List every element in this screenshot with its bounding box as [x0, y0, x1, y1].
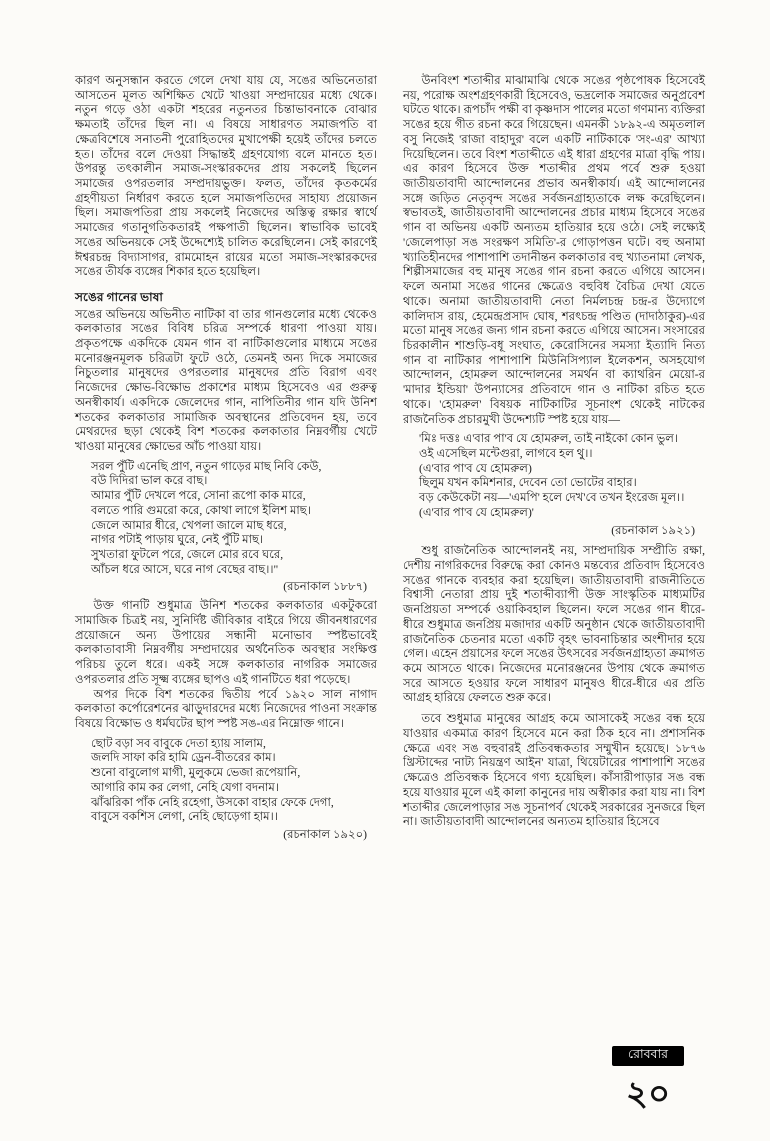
verse-line: জেলে আমার ধীরে, খেপলা জালে মাছ ধরে,: [91, 518, 287, 532]
left-column: [75, 74, 377, 847]
composition-date: (রচনাকাল ১৯২১): [611, 523, 695, 537]
verse-line: আগারি কাম কর লেগা, নেহি যেগা বদনাম।: [91, 780, 279, 794]
verse-line: বড় কেউকেটা নয়—'এমপি' হলে দেখ'বে তখন ইংরেজ মূল।।: [419, 491, 685, 505]
magazine-name: রোববার: [628, 1047, 668, 1061]
verse-line: সরল পুঁটি এনেছি প্রাণ, নতুন গাড়ের মাছ নিবি কেউ,: [91, 459, 322, 473]
verse-line: নাগর পটাই পাড়ায় ঘুরে, নেই পুঁটি মাছ।: [91, 533, 264, 547]
verse-line: আমার পুঁটি দেখলে পরে, সোনা রূপো কাক মারে,: [91, 489, 306, 503]
verse-line: ছোট বড়া সব বাবুকে দেতা হ্যায় সালাম,: [91, 736, 266, 750]
paragraph: কারণ অনুসন্ধান করতে গেলে দেখা যায় যে, সঙের অভিনেতারা আসতেন মূলত অশিক্ষিত খেটে খাওয়া সম্প্রদায়ের মধ্যে থেকে। নতুন গড়ে ওঠা একটা শহরের নতুনতর চিন্তাভাবনাকে বোঝার ক্ষমতাই তাঁদের ছিল না। এ বিষয়ে সাধারণত সমাজপতি বা ক্ষেত্রবিশেষে সনাতনী পুরোহিতদের মুখাপেক্ষী হয়েই তাঁদের চলতে হত। তাঁদের বলে দেওয়া সিদ্ধান্তই গ্রহণযোগ্য বলে মানতে হত। উপরন্তু তৎকালীন সমাজ-সংস্কারকদের প্রায় সকলেই ছিলেন সমাজের ওপরতলার সম্প্রদায়ভুক্ত। ফলত, তাঁদের কৃতকর্মের গ্রহণীয়তা নির্ধারণ করতে হলে সমাজপতিদের সাহায্য প্রয়োজন ছিল। সমাজপতিরা প্রায় সকলেই নিজেদের অস্তিত্ব রক্ষার স্বার্থে সমাজের গতানুগতিকতারই পক্ষপাতী ছিলেন। স্বাভাবিক ভাবেই সঙের অভিনয়কে সেই উদ্দেশ্যেই চালিত করেছিলেন। সেই কারণেই ঈশ্বরচন্দ্র বিদ্যাসাগর, রামমোহন রায়ের মতো সমাজ-সংস্কারকদের সঙের তীর্যক ব্যঙ্গের শিকার হতে হয়েছিল।: [75, 74, 377, 279]
verse-line: (এ'বার পা'ব যে হোমরুল)': [419, 505, 534, 519]
verse-line: শুনো বাবুলোগ মাগী, মুলুকমে ভেজা রূপেয়ানি,: [91, 766, 301, 780]
paragraph: অপর দিকে বিশ শতকের দ্বিতীয় পর্বে ১৯২০ সাল নাগাদ কলকাতা কর্পোরেশনের ঝাড়ুদারদের মধ্যে নিজেদের পাওনা সংক্রান্ত বিষয়ে বিক্ষোভ ও ধর্মঘটের ছাপ স্পষ্ট সঙ-এর নিম্নোক্ত গানে।: [75, 687, 377, 730]
song-verse: [419, 432, 705, 520]
song-verse: [91, 737, 377, 825]
verse-line: (এ'বার পা'ব যে হোমরুল): [419, 461, 532, 475]
verse-line: বউ দিদিরা ভাল করে বাছ।: [91, 474, 208, 488]
paragraph: তবে শুধুমাত্র মানুষের আগ্রহ কমে আসাকেই সঙের বন্ধ হয়ে যাওয়ার একমাত্র কারণ হিসেবে মনে করা ঠিক হবে না। প্রশাসনিক ক্ষেত্রে এবং সঙ বহুবারই প্রতিবন্ধকতার সম্মুখীন হয়েছে। ১৮৭৬ খ্রিস্টাব্দের 'নাট্য নিয়ন্ত্রণ আইন' যাত্রা, থিয়েটারের পাশাপাশি সঙের ক্ষেত্রেও প্রতিবন্ধক হিসেবে গণ্য হয়েছিল। কাঁসারীপাড়ার সঙ বন্ধ হয়ে যাওয়ার মূলে এই কালা কানুনের দায় অস্বীকার করা যায় না। বিশ শতাব্দীর জেলেপাড়ার সঙ সূচনাপর্ব থেকেই সরকারের সুনজরে ছিল না। জাতীয়তাবাদী আন্দোলনের অন্যতম হাতিয়ার হিসেবে: [403, 712, 705, 829]
magazine-name-badge: [612, 1046, 684, 1066]
verse-line: ছিলুম যখন কমিশনার, দেবেন তো ভোটের বাহার।: [419, 476, 637, 490]
verse-line: বাবুসে বকশিস লেগা, নেহি ছোড়েগা হাম।।: [91, 810, 278, 824]
article-body: [75, 74, 705, 847]
section-heading: সঙের গানের ভাষা: [75, 290, 163, 305]
paragraph: শুধু রাজনৈতিক আন্দোলনই নয়, সাম্প্রদায়িক সম্প্রীতি রক্ষা, দেশীয় নাগরিকদের বিরুদ্ধে করা কোনও মন্তব্যের প্রতিবাদ হিসেবেও সঙের গানকে ব্যবহার করা হয়েছিল। জাতীয়তাবাদী রাজনীতিতে বিশ্বাসী নেতারা প্রায় দুই শতাব্দীব্যাপী উক্ত সাংস্কৃতিক মাধ্যমটির জনপ্রিয়তা সম্পর্কে ওয়াকিবহাল ছিলেন। ফলে সঙের গান ধীরে-ধীরে শুধুমাত্র জনপ্রিয় মজাদার একটি অনুষ্ঠান থেকে জাতীয়তাবাদী রাজনৈতিক চেতনার মতো একটি বৃহৎ ভাবনাচিন্তার অংশীদার হয়ে গেল। এহেন প্রয়াসের ফলে সঙের উৎসবের সর্বজনগ্রাহ্যতা ক্রমাগত কমে আসতে থাকে। নিজেদের মনোরঞ্জনের উপায় থেকে ক্রমাগত সরে আসতে হওয়ার ফলে সাধারণ মানুষও ধীরে-ধীরে এর প্রতি আগ্রহ হারিয়ে ফেলতে শুরু করে।: [403, 544, 705, 705]
verse-line: আঁচল ধরে আসে, ঘরে নাগ বেছের বাছ।।": [91, 562, 279, 576]
page-number: ২০: [625, 1076, 671, 1113]
paragraph: উক্ত গানটি শুধুমাত্র উনিশ শতকের কলকাতার একটুকরো সামাজিক চিত্রই নয়, সুনির্দিষ্ট জীবিকার বাইরে গিয়ে জীবনধারণের প্রয়োজনে অন্য উপায়ের সন্ধানী মনোভাব স্পষ্টভাবেই কলকাতাবাসী নিম্নবর্গীয় সম্প্রদায়ের অর্থনৈতিক অবস্থার সংক্ষিপ্ত পরিচয় তুলে ধরে। একই সঙ্গে কলকাতার নাগরিক সমাজের ওপরতলার প্রতি সূক্ষ্ম ব্যঙ্গের ছাপও এই গানটিতে ধরা পড়েছে।: [75, 599, 377, 686]
composition-date: (রচনাকাল ১৮৮৭): [283, 580, 367, 594]
verse-line: বলতে পারি গুমরো করে, কোথা লাগে ইলিশ মাছ।: [91, 503, 311, 517]
verse-line: ঝাঁঝরিকা পাঁক নেহি রহেগা, উসকো বাহার ফেকে দেগা,: [91, 795, 334, 809]
verse-line: 'মিঃ দত্তঃ এ'বার পা'ব যে হোমরুল, তাই নাইকো কোন ভুল।: [419, 432, 679, 446]
verse-line: ওই এসেছিল মন্টেগুরা, লাগবে হল থু।।: [419, 446, 593, 460]
right-column: [403, 74, 705, 847]
paragraph: উনবিংশ শতাব্দীর মাঝামাঝি থেকে সঙের পৃষ্ঠপোষক হিসেবেই নয়, পরোক্ষ অংশগ্রহণকারী হিসেবেও, ভদ্রলোক সমাজের অনুপ্রবেশ ঘটতে থাকে। রূপচাঁদ পক্ষী বা কৃষ্ণদাস পালের মতো গণমান্য ব্যক্তিরা সঙের হয়ে গীত রচনা করে গিয়েছেন। এমনকী ১৮৯২-এ অমৃতলাল বসু নিজেই 'রাজা বাহাদুর' বলে একটি নাটিকাকে 'সং-এর' আখ্যা দিয়েছিলেন। তবে বিংশ শতাব্দীতে এই ধারা গ্রহণের মাত্রা বৃদ্ধি পায়। এর কারণ হিসেবে উক্ত শতাব্দীর প্রথম পর্বে শুরু হওয়া জাতীয়তাবাদী আন্দোলনের প্রভাব অনস্বীকার্য। এই আন্দোলনের সঙ্গে জড়িত নেতৃবৃন্দ সঙের সর্বজনগ্রাহ্যতাকে লক্ষ করেছিলেন। স্বভাবতই, জাতীয়তাবাদী আন্দোলনের প্রচার মাধ্যম হিসেবে সঙের গান বা অভিনয় একটি অন্যতম হাতিয়ার হয়ে ওঠে। সেই লক্ষ্যেই 'জেলেপাড়া সঙ সংরক্ষণ সমিতি'-র গোড়াপত্তন ঘটে। বহু অনামা খ্যাতিহীনদের পাশাপাশি তদানীন্তন কলকাতার বহু খ্যাতনামা লেখক, শিল্পীসমাজের বহু মানুষ সঙের গান রচনা করতে এগিয়ে আসেন। ফলে অনামা সঙের গানের ক্ষেত্রেও বহুবিধ বৈচিত্র দেখা যেতে থাকে। অনামা জাতীয়তাবাদী নেতা নির্মলচন্দ্র চন্দ্র-র উদ্যোগে কালিদাস রায়, হেমেন্দ্রপ্রসাদ ঘোষ, শরৎচন্দ্র পণ্ডিত (দাদাঠাকুর)-এর মতো মানুষ সঙের জন্য গান রচনা করতে এগিয়ে আসেন। সংসারের চিরকালীন শাশুড়ি-বধূ সংঘাত, কেরোসিনের সমস্যা ইত্যাদি নিত্য গান বা নাটিকার পাশাপাশি মিউনিসিপ্যাল ইলেকশন, অসহযোগ আন্দোলন, হোমরুল আন্দোলনের সমর্থন বা ক্যাথরিন মেয়ো-র 'মাদার ইন্ডিয়া' উপন্যাসের প্রতিবাদে গান ও নাটিকা রচিত হতে থাকে। 'হোমরুল' বিষয়ক নাটিকাটির সূচনাংশ থেকেই নাটকের রাজনৈতিক প্রচারমুখী উদ্দেশ্যটি স্পষ্ট হয়ে যায়—: [403, 74, 705, 426]
composition-date: (রচনাকাল ১৯২০): [283, 827, 367, 841]
song-verse: [91, 460, 377, 578]
paragraph: সঙের অভিনয়ে অভিনীত নাটিকা বা তার গানগুলোর মধ্যে থেকেও কলকাতার সঙের বিবিধ চরিত্র সম্পর্কে ধারণা পাওয়া যায়। প্রকৃতপক্ষে একদিকে যেমন গান বা নাটিকাগুলোর মাধ্যমে সঙের মনোরঞ্জনমূলক চরিত্রটা ফুটে ওঠে, তেমনই অন্য দিকে সমাজের নিচুতলার মানুষদের ওপরতলার মানুষদের প্রতি বিরাগ এবং নিজেদের ক্ষোভ-বিক্ষোভ প্রকাশের মাধ্যম হিসেবেও এর গুরুত্ব অনস্বীকার্য। একদিকে জেলেদের গান, নাপিতিনীর গান যদি উনিশ শতকের কলকাতার সামাজিক অবস্থানের প্রতিবেদন হয়, তবে মেথরদের ছড়া থেকেই বিশ শতকের কলকাতার নিম্নবর্গীয় খেটে খাওয়া মানুষের ক্ষোভের আঁচ পাওয়া যায়।: [75, 307, 377, 454]
verse-line: জলদি সাফা করি হামি ড্রেন-বীতরের কাম।: [91, 751, 276, 765]
verse-line: সুখতারা ফুটলে পরে, জেলে মোর রবে ঘরে,: [91, 548, 284, 562]
